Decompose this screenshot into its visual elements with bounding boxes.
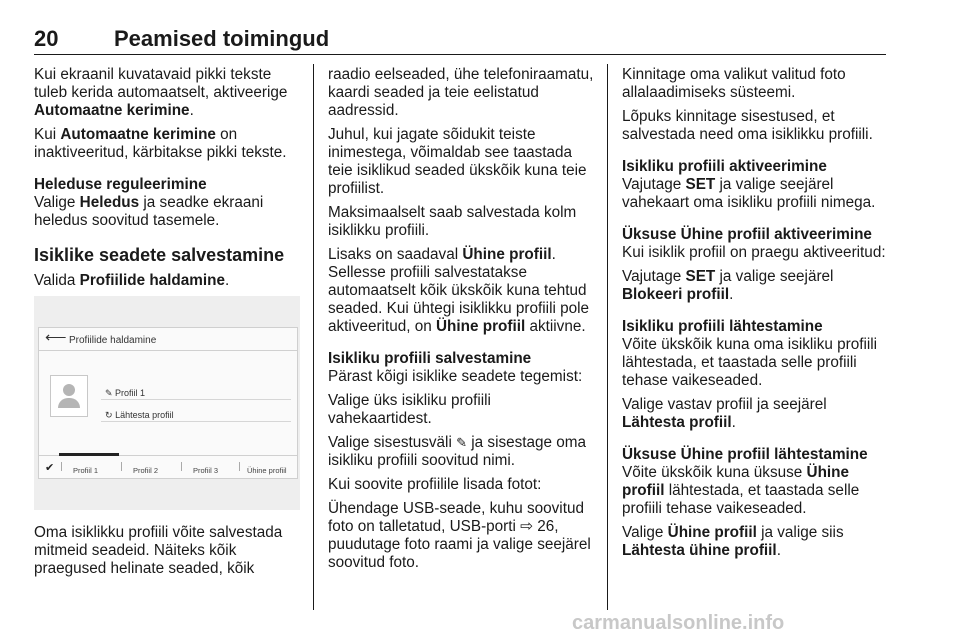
paragraph: Valida Profiilide haldamine. — [34, 272, 230, 289]
profile-tabs — [39, 455, 297, 478]
paragraph: Pärast kõigi isiklike seadete tegemist: — [328, 368, 583, 385]
page-title: Peamised toimingud — [114, 26, 330, 51]
profile-screen — [38, 327, 298, 479]
paragraph: Valige Ühine profiil ja valige siis Lähtesta ühine profiil. — [622, 524, 844, 559]
column-2 — [328, 66, 596, 578]
paragraph: Oma isiklikku profiili võite salvestada mitmeid seadeid. Näiteks kõik praegused helinate seaded, kõik — [34, 524, 283, 577]
paragraph: Valige vastav profiil ja seejärel Lähtesta profiil. — [622, 396, 827, 431]
column-1 — [34, 66, 300, 584]
profile-name-field[interactable]: ✎ Profiil 1 — [105, 388, 146, 398]
paragraph: Juhul, kui jagate sõidukit teiste inimestega, võimaldab see taastada teie isiklikud seaded ükskõik kuna teie profiilist. — [328, 126, 587, 197]
tab-profile-2[interactable]: Profiil 2 — [133, 466, 159, 475]
paragraph: Kui ekraanil kuvatavaid pikki tekste tuleb kerida automaatselt, aktiveerige Automaatne kerimine. — [34, 66, 288, 119]
paragraph: Vajutage SET ja valige seejärel vahekaart oma isikliku profiili nimega. — [622, 176, 876, 211]
paragraph: Kui soovite profiilile lisada fotot: — [328, 476, 542, 493]
paragraph: Vajutage SET ja valige seejärel Blokeeri profiil. — [622, 268, 834, 303]
heading-reset-profile: Isikliku profiili lähtestamine — [622, 318, 823, 335]
paragraph: Võite ükskõik kuna oma isikliku profiili lähtestada, et taastada selle profiili tehase vaikeseaded. — [622, 336, 878, 389]
column-divider — [313, 64, 314, 610]
page-header — [34, 26, 886, 55]
screen-illustration — [34, 296, 300, 510]
avatar-icon[interactable] — [50, 375, 88, 417]
tab-profile-1[interactable]: Profiil 1 — [73, 466, 99, 475]
heading-reset-shared: Üksuse Ühine profiil lähtestamine — [622, 446, 868, 463]
paragraph: Lõpuks kinnitage sisestused, et salvestada need oma isiklikku profiili. — [622, 108, 873, 143]
paragraph: Kui Automaatne kerimine on inaktiveeritud, kärbitakse pikki tekste. — [34, 126, 287, 161]
watermark: carmanualsonline.info — [572, 612, 785, 634]
paragraph: Kinnitage oma valikut valitud foto allalaadimiseks süsteemi. — [622, 66, 846, 101]
paragraph: Võite ükskõik kuna üksuse Ühine profiil lähtestada, et taastada selle profiili tehase vaikeseaded. — [622, 464, 860, 517]
paragraph: Ühendage USB-seade, kuhu soovitud foto on talletatud, USB-porti ⇨ 26, puudutage foto raami ja valige seejärel soovitud foto. — [328, 500, 591, 571]
heading-brightness: Heleduse reguleerimine — [34, 176, 207, 193]
tab-profile-3[interactable]: Profiil 3 — [193, 466, 219, 475]
tab-shared-profile[interactable]: Ühine profiil — [247, 466, 287, 475]
column-divider — [607, 64, 608, 610]
pencil-icon: ✎ — [456, 435, 468, 450]
page-reference[interactable]: 26 — [537, 518, 555, 535]
heading-save-profile: Isikliku profiili salvestamine — [328, 350, 532, 367]
paragraph: Kui isiklik profiil on praegu aktiveeritud: — [622, 244, 886, 261]
reset-profile-item[interactable]: ↻ Lähtesta profiil — [105, 410, 174, 420]
section-heading: Isiklike seadete salvestamine — [34, 245, 285, 265]
back-arrow-icon[interactable]: ⟵ — [45, 329, 67, 346]
check-icon[interactable]: ✔ — [45, 462, 55, 474]
paragraph: Maksimaalselt saab salvestada kolm isiklikku profiili. — [328, 204, 577, 239]
paragraph: Valige üks isikliku profiili vahekaartidest. — [328, 392, 491, 427]
heading-activate-shared: Üksuse Ühine profiil aktiveerimine — [622, 226, 872, 243]
page-number: 20 — [34, 26, 59, 51]
paragraph: Valige sisestusväli ✎ ja sisestage oma isikliku profiili soovitud nimi. — [328, 434, 587, 469]
page-ref-arrow-icon: ⇨ — [520, 518, 538, 535]
active-tab-indicator — [59, 453, 119, 456]
reset-icon: ↻ — [105, 410, 113, 420]
heading-activate-profile: Isikliku profiili aktiveerimine — [622, 158, 827, 175]
column-3 — [622, 66, 890, 566]
paragraph: Valige Heledus ja seadke ekraani heledus soovitud tasemele. — [34, 194, 264, 229]
screen-header — [39, 328, 297, 351]
screen-title: Profiilide haldamine — [69, 335, 157, 346]
paragraph: Lisaks on saadaval Ühine profiil. Sellesse profiili salvestatakse automaatselt kõik ükskõik kuna tehtud seaded. Kui ühtegi isiklikku profiili pole aktiveeritud, on Ühine profiil aktiivne. — [328, 246, 590, 335]
paragraph: raadio eelseaded, ühe telefoniraamatu, kaardi seaded ja teie eelistatud aadressid. — [328, 66, 594, 119]
